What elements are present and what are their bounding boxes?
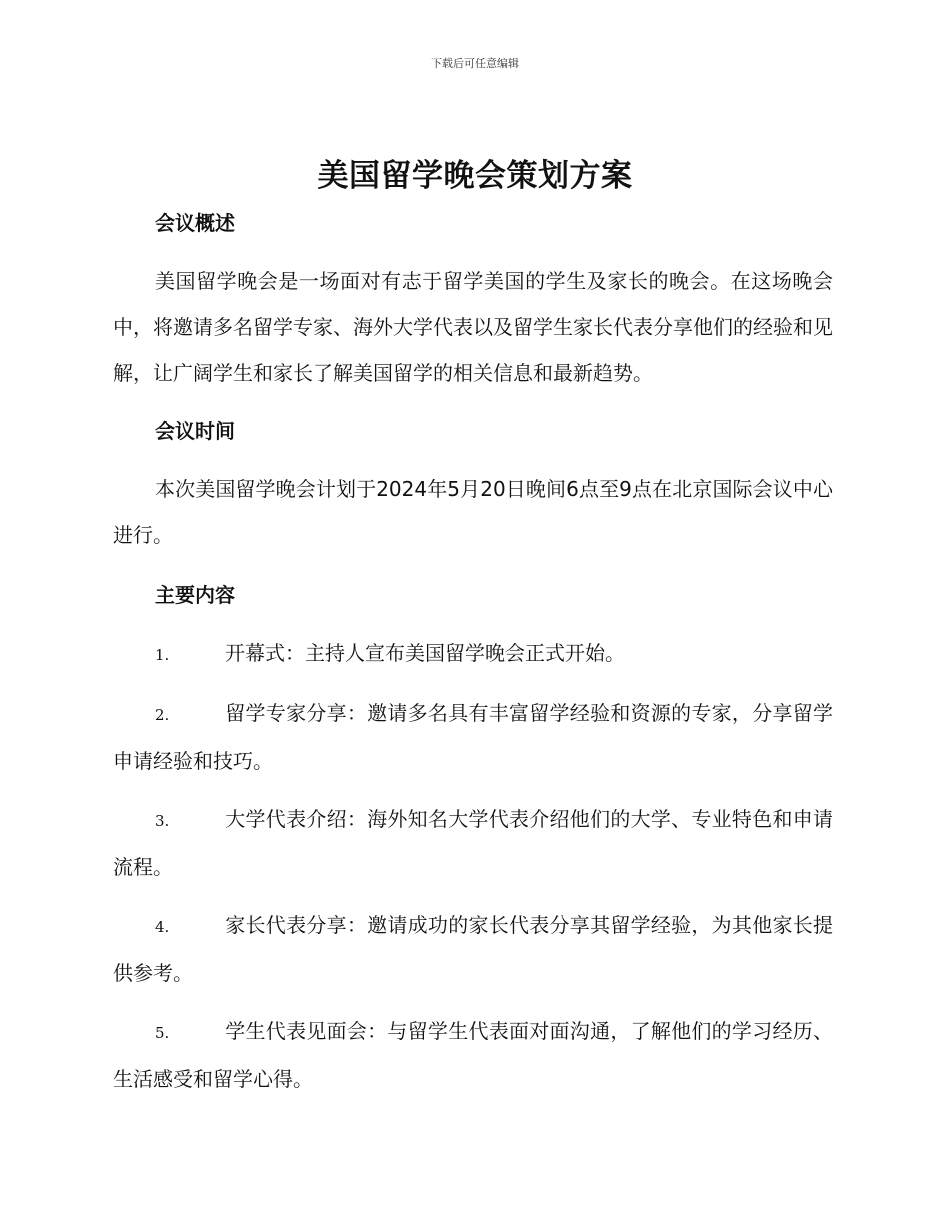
agenda-item-text: 学生代表见面会：与留学生代表面对面沟通，了解他们的学习经历、生活感受和留学心得。 (113, 1019, 833, 1091)
agenda-item-number: 4. (155, 918, 170, 936)
section-overview (113, 200, 833, 396)
agenda-item-number: 2. (155, 706, 170, 724)
agenda-item-number: 5. (155, 1024, 170, 1042)
agenda-item (113, 902, 833, 996)
agenda-item-text: 大学代表介绍：海外知名大学代表介绍他们的大学、专业特色和申请流程。 (113, 807, 833, 879)
section-time (113, 408, 833, 558)
section-paragraph-overview: 美国留学晚会是一场面对有志于留学美国的学生及家长的晚会。在这场晚会中，将邀请多名留学专家、海外大学代表以及留学生家长代表分享他们的经验和见解，让广阔学生和家长了解美国留学的相关信息和最新趋势。 (113, 269, 833, 385)
document-body (113, 200, 833, 1114)
agenda-list (113, 630, 833, 1102)
agenda-item (113, 796, 833, 890)
agenda-item (113, 630, 833, 678)
section-heading-time: 会议时间 (155, 419, 235, 443)
header-note: 下载后可任意编辑 (431, 57, 519, 70)
section-heading-content: 主要内容 (155, 583, 235, 607)
agenda-item-number: 1. (155, 646, 170, 664)
section-paragraph-time: 本次美国留学晚会计划于2024年5月20日晚间6点至9点在北京国际会议中心进行。 (113, 477, 833, 547)
agenda-item-text: 开幕式：主持人宣布美国留学晚会正式开始。 (225, 641, 625, 665)
agenda-item-text: 家长代表分享：邀请成功的家长代表分享其留学经验，为其他家长提供参考。 (113, 913, 833, 985)
section-heading-overview: 会议概述 (155, 211, 235, 235)
agenda-item-text: 留学专家分享：邀请多名具有丰富留学经验和资源的专家，分享留学申请经验和技巧。 (113, 701, 833, 773)
agenda-item-number: 3. (155, 812, 170, 830)
agenda-item (113, 690, 833, 784)
agenda-item (113, 1008, 833, 1102)
document-title: 美国留学晚会策划方案 (317, 158, 633, 194)
section-content (113, 572, 833, 1102)
